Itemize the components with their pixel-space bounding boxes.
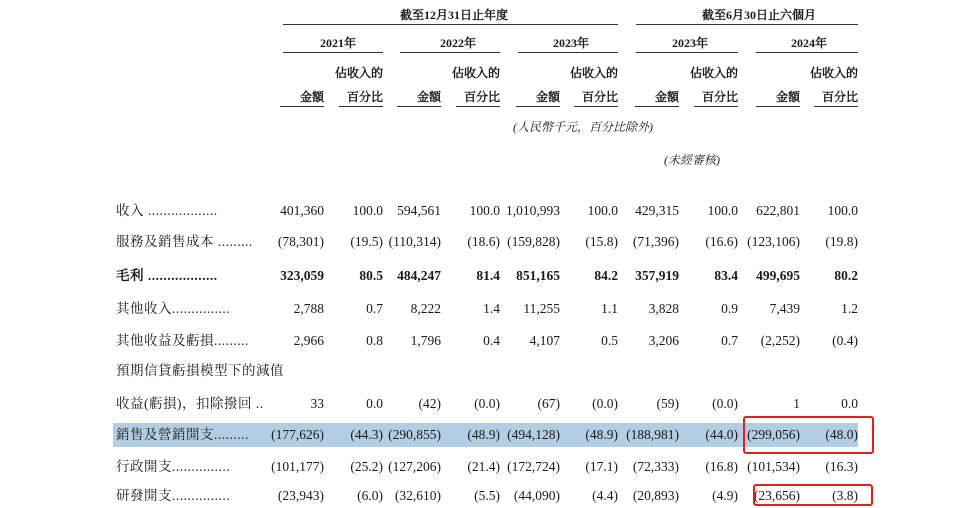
row-label: 服務及銷售成本 ......... [116, 234, 253, 249]
amount-cell: (123,106) [747, 234, 800, 249]
header-rule-fy [283, 24, 618, 25]
percent-cell: 0.5 [601, 333, 618, 348]
percent-cell: 0.9 [721, 301, 738, 316]
unit-note: (人民幣千元，百分比除外) [513, 120, 653, 134]
header-fiscal-year: 截至12月31日止年度 [400, 8, 509, 22]
col-pct-header-line1: 佔收入的 [569, 66, 618, 80]
amount-cell: (67) [537, 396, 560, 411]
col-pct-header-line1: 佔收入的 [689, 66, 738, 80]
table-row [0, 330, 975, 352]
year-rule-2023-h1 [636, 52, 738, 53]
year-rule-2022 [400, 52, 500, 53]
table-row [0, 393, 975, 415]
amount-cell: 323,059 [280, 268, 324, 283]
amount-cell: (188,981) [626, 427, 679, 442]
amount-cell: 594,561 [397, 203, 441, 218]
col-amount-header: 金額 [535, 90, 560, 104]
percent-cell: (4.4) [592, 488, 618, 503]
col-header-rule [814, 106, 858, 107]
percent-cell: 0.0 [366, 396, 383, 411]
percent-cell: (3.8) [832, 488, 858, 503]
year-2021: 2021年 [320, 36, 357, 50]
amount-cell: 2,788 [293, 301, 324, 316]
row-label: 其他收益及虧損......... [116, 333, 249, 348]
percent-cell: (0.0) [712, 396, 738, 411]
percent-cell: 100.0 [587, 203, 618, 218]
percent-cell: 84.2 [594, 268, 618, 283]
amount-cell: 33 [310, 396, 324, 411]
row-label: 研發開支............... [116, 488, 231, 503]
amount-cell: (23,943) [277, 488, 324, 503]
col-pct-header-line2: 百分比 [581, 90, 618, 104]
col-header-rule [397, 106, 441, 107]
amount-cell: (299,056) [747, 427, 800, 442]
amount-cell: (177,626) [271, 427, 324, 442]
percent-cell: 0.7 [366, 301, 383, 316]
col-amount-header: 金額 [299, 90, 324, 104]
col-header-rule [694, 106, 738, 107]
col-amount-header: 金額 [654, 90, 679, 104]
col-header-rule [456, 106, 500, 107]
percent-cell: (48.9) [467, 427, 500, 442]
table-row [0, 456, 975, 478]
row-label: 預期信貸虧損模型下的減值 [116, 363, 284, 378]
percent-cell: (0.0) [592, 396, 618, 411]
percent-cell: (18.6) [467, 234, 500, 249]
unaudited-note: (未經審核) [664, 153, 720, 167]
row-label: 行政開支............... [116, 459, 231, 474]
percent-cell: (21.4) [467, 459, 500, 474]
percent-cell: (4.9) [712, 488, 738, 503]
table-row [0, 200, 975, 222]
amount-cell: 1 [793, 396, 800, 411]
amount-cell: 429,315 [635, 203, 679, 218]
percent-cell: 100.0 [352, 203, 383, 218]
percent-cell: 100.0 [707, 203, 738, 218]
percent-cell: 100.0 [827, 203, 858, 218]
col-pct-header-line1: 佔收入的 [334, 66, 383, 80]
amount-cell: 7,439 [769, 301, 800, 316]
percent-cell: (44.3) [350, 427, 383, 442]
row-label: 毛利 .................. [116, 268, 218, 283]
amount-cell: (159,828) [507, 234, 560, 249]
year-rule-2024-h1 [756, 52, 858, 53]
amount-cell: 3,828 [648, 301, 679, 316]
col-header-rule [756, 106, 800, 107]
year-2022: 2022年 [440, 36, 477, 50]
col-header-rule [280, 106, 324, 107]
year-2024-h1: 2024年 [791, 36, 828, 50]
amount-cell: (290,855) [388, 427, 441, 442]
col-pct-header-line2: 百分比 [463, 90, 500, 104]
amount-cell: (20,893) [632, 488, 679, 503]
percent-cell: 0.7 [721, 333, 738, 348]
amount-cell: 3,206 [648, 333, 679, 348]
amount-cell: 4,107 [529, 333, 560, 348]
year-rule-2023 [518, 52, 618, 53]
amount-cell: 357,919 [635, 268, 679, 283]
percent-cell: (16.8) [705, 459, 738, 474]
amount-cell: (2,252) [760, 333, 800, 348]
amount-cell: 484,247 [397, 268, 441, 283]
percent-cell: (48.9) [585, 427, 618, 442]
header-half-year: 截至6月30日止六個月 [702, 8, 817, 22]
percent-cell: 0.4 [483, 333, 500, 348]
col-amount-header: 金額 [416, 90, 441, 104]
header-rule-h1 [636, 24, 858, 25]
percent-cell: 100.0 [469, 203, 500, 218]
year-2023-h1: 2023年 [672, 36, 709, 50]
percent-cell: (44.0) [705, 427, 738, 442]
amount-cell: (101,177) [271, 459, 324, 474]
col-pct-header-line1: 佔收入的 [809, 66, 858, 80]
amount-cell: (44,090) [513, 488, 560, 503]
percent-cell: (0.0) [474, 396, 500, 411]
year-2023: 2023年 [553, 36, 590, 50]
percent-cell: 1.2 [841, 301, 858, 316]
percent-cell: (19.5) [350, 234, 383, 249]
table-row [0, 298, 975, 320]
amount-cell: (72,333) [632, 459, 679, 474]
amount-cell: 401,360 [280, 203, 324, 218]
highlight-box-selling [743, 416, 874, 454]
amount-cell: 1,796 [410, 333, 441, 348]
row-label: 收益(虧損)，扣除撥回 .. [116, 396, 264, 411]
col-pct-header-line1: 佔收入的 [451, 66, 500, 80]
row-label: 銷售及營銷開支......... [116, 427, 249, 442]
amount-cell: (78,301) [277, 234, 324, 249]
amount-cell: (101,534) [747, 459, 800, 474]
percent-cell: (6.0) [357, 488, 383, 503]
percent-cell: 83.4 [714, 268, 738, 283]
amount-cell: (127,206) [388, 459, 441, 474]
year-rule-2021 [283, 52, 383, 53]
amount-cell: (23,656) [753, 488, 800, 503]
percent-cell: 0.8 [366, 333, 383, 348]
percent-cell: 80.5 [359, 268, 383, 283]
col-header-rule [574, 106, 618, 107]
col-pct-header-line2: 百分比 [701, 90, 738, 104]
amount-cell: 8,222 [410, 301, 441, 316]
amount-cell: 622,801 [756, 203, 800, 218]
col-header-rule [516, 106, 560, 107]
row-label: 其他收入............... [116, 301, 231, 316]
percent-cell: (16.6) [705, 234, 738, 249]
table-row [0, 231, 975, 253]
table-row [0, 265, 975, 287]
percent-cell: 1.4 [483, 301, 500, 316]
percent-cell: (15.8) [585, 234, 618, 249]
percent-cell: (16.3) [825, 459, 858, 474]
amount-cell: (172,724) [507, 459, 560, 474]
amount-cell: (71,396) [632, 234, 679, 249]
percent-cell: (17.1) [585, 459, 618, 474]
row-label: 收入 .................. [116, 203, 218, 218]
amount-cell: (42) [418, 396, 441, 411]
highlight-box-rnd [753, 484, 873, 506]
col-header-rule [339, 106, 383, 107]
percent-cell: (5.5) [474, 488, 500, 503]
amount-cell: 851,165 [516, 268, 560, 283]
percent-cell: (25.2) [350, 459, 383, 474]
table-row [0, 360, 975, 382]
col-amount-header: 金額 [775, 90, 800, 104]
percent-cell: 81.4 [476, 268, 500, 283]
amount-cell: 2,966 [293, 333, 324, 348]
percent-cell: (0.4) [832, 333, 858, 348]
percent-cell: 1.1 [601, 301, 618, 316]
amount-cell: (59) [656, 396, 679, 411]
amount-cell: 11,255 [523, 301, 560, 316]
amount-cell: 1,010,993 [506, 203, 560, 218]
col-header-rule [635, 106, 679, 107]
col-pct-header-line2: 百分比 [821, 90, 858, 104]
col-pct-header-line2: 百分比 [346, 90, 383, 104]
percent-cell: (48.0) [825, 427, 858, 442]
amount-cell: (110,314) [388, 234, 441, 249]
percent-cell: 0.0 [841, 396, 858, 411]
percent-cell: (19.8) [825, 234, 858, 249]
amount-cell: (32,610) [394, 488, 441, 503]
amount-cell: 499,695 [756, 268, 800, 283]
amount-cell: (494,128) [507, 427, 560, 442]
percent-cell: 80.2 [834, 268, 858, 283]
